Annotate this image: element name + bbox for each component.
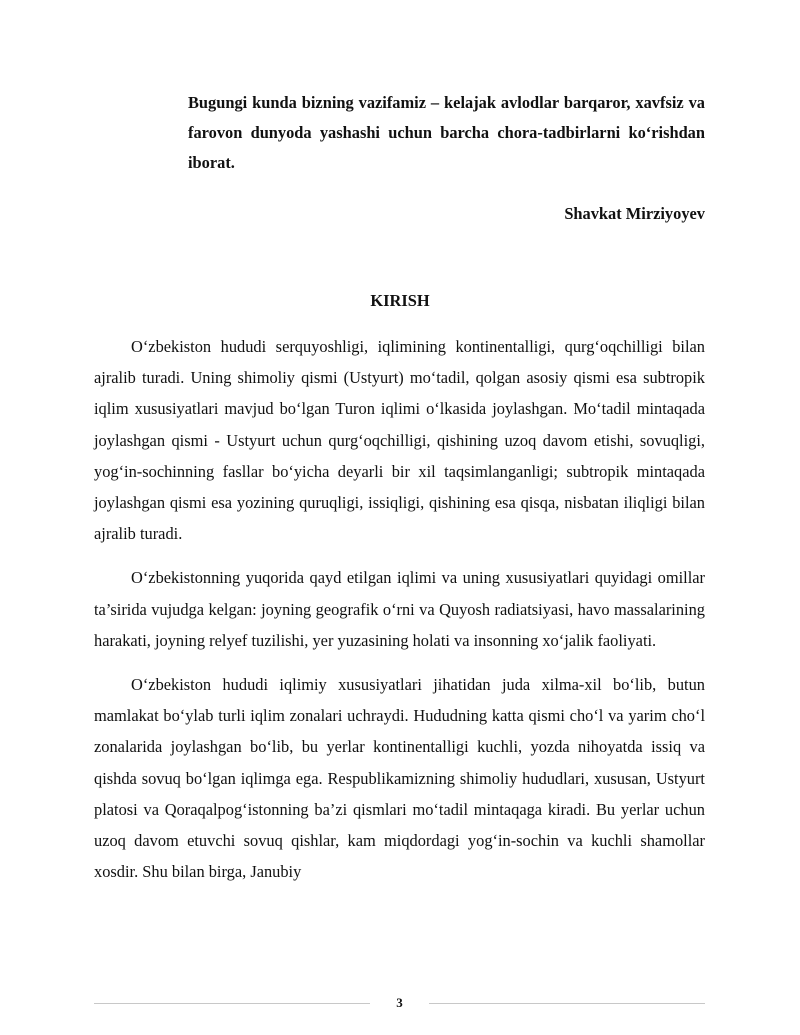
body-text [94, 331, 705, 900]
page-footer [94, 993, 705, 1013]
paragraph: O‘zbekiston hududi serquyoshligi, iqlimining kontinentalligi, qurg‘oqchilligi bilan ajralib turadi. Uning shimoliy qismi (Ustyurt) mo‘tadil, qolgan asosiy qismi esa subtropik iqlim xususiyatlari mavjud bo‘lgan Turon iqlimi o‘lkasida joylashgan. Mo‘tadil mintaqada joylashgan qismi - Ustyurt uchun qurg‘oqchilligi, qishining uzoq davom etishi, sovuqligi, yog‘in-sochinning fasllar bo‘yicha deyarli bir xil taqsimlanganligi; subtropik mintaqada joylashgan qismi esa yozining quruqligi, issiqligi, qishining esa qisqa, nisbatan iliqligi bilan ajralib turadi. [94, 337, 705, 544]
footer-rule-right [429, 1003, 705, 1004]
epigraph-quote: Bugungi kunda bizning vazifamiz – kelajak avlodlar barqaror, xavfsiz va farovon dunyoda yashashi uchun barcha chora-tadbirlarni ko‘rishdan iborat. [188, 93, 705, 172]
page-number: 3 [396, 995, 403, 1010]
paragraph: O‘zbekistonning yuqorida qayd etilgan iqlimi va uning xususiyatlari quyidagi omillar ta’sirida vujudga kelgan: joyning geografik o‘rni va Quyosh radiatsiyasi, havo massalarining harakati, joyning relyef tuzilishi, yer yuzasining holati va insonning xo‘jalik faoliyati. [94, 568, 705, 650]
section-title: KIRISH [370, 291, 430, 310]
epigraph-author: Shavkat Mirziyoyev [564, 204, 705, 223]
paragraph: O‘zbekiston hududi iqlimiy xususiyatlari jihatidan juda xilma-xil bo‘lib, butun mamlakat bo‘ylab turli iqlim zonalari uchraydi. Hududning katta qismi cho‘l va yarim cho‘l zonalarida joylashgan bo‘lib, bu yerlar kontinentalligi kuchli, yozda nihoyatda issiq va qishda sovuq bo‘lgan iqlimga ega. Respublikamizning shimoliy hududlari, xususan, Ustyurt platosi va Qoraqalpog‘istonning ba’zi qismlari mo‘tadil mintaqaga kiradi. Bu yerlar uchun uzoq davom etuvchi sovuq qishlar, kam miqdordagi yog‘in-sochin va kuchli shamollar xosdir. Shu bilan birga, Janubiy [94, 675, 705, 882]
